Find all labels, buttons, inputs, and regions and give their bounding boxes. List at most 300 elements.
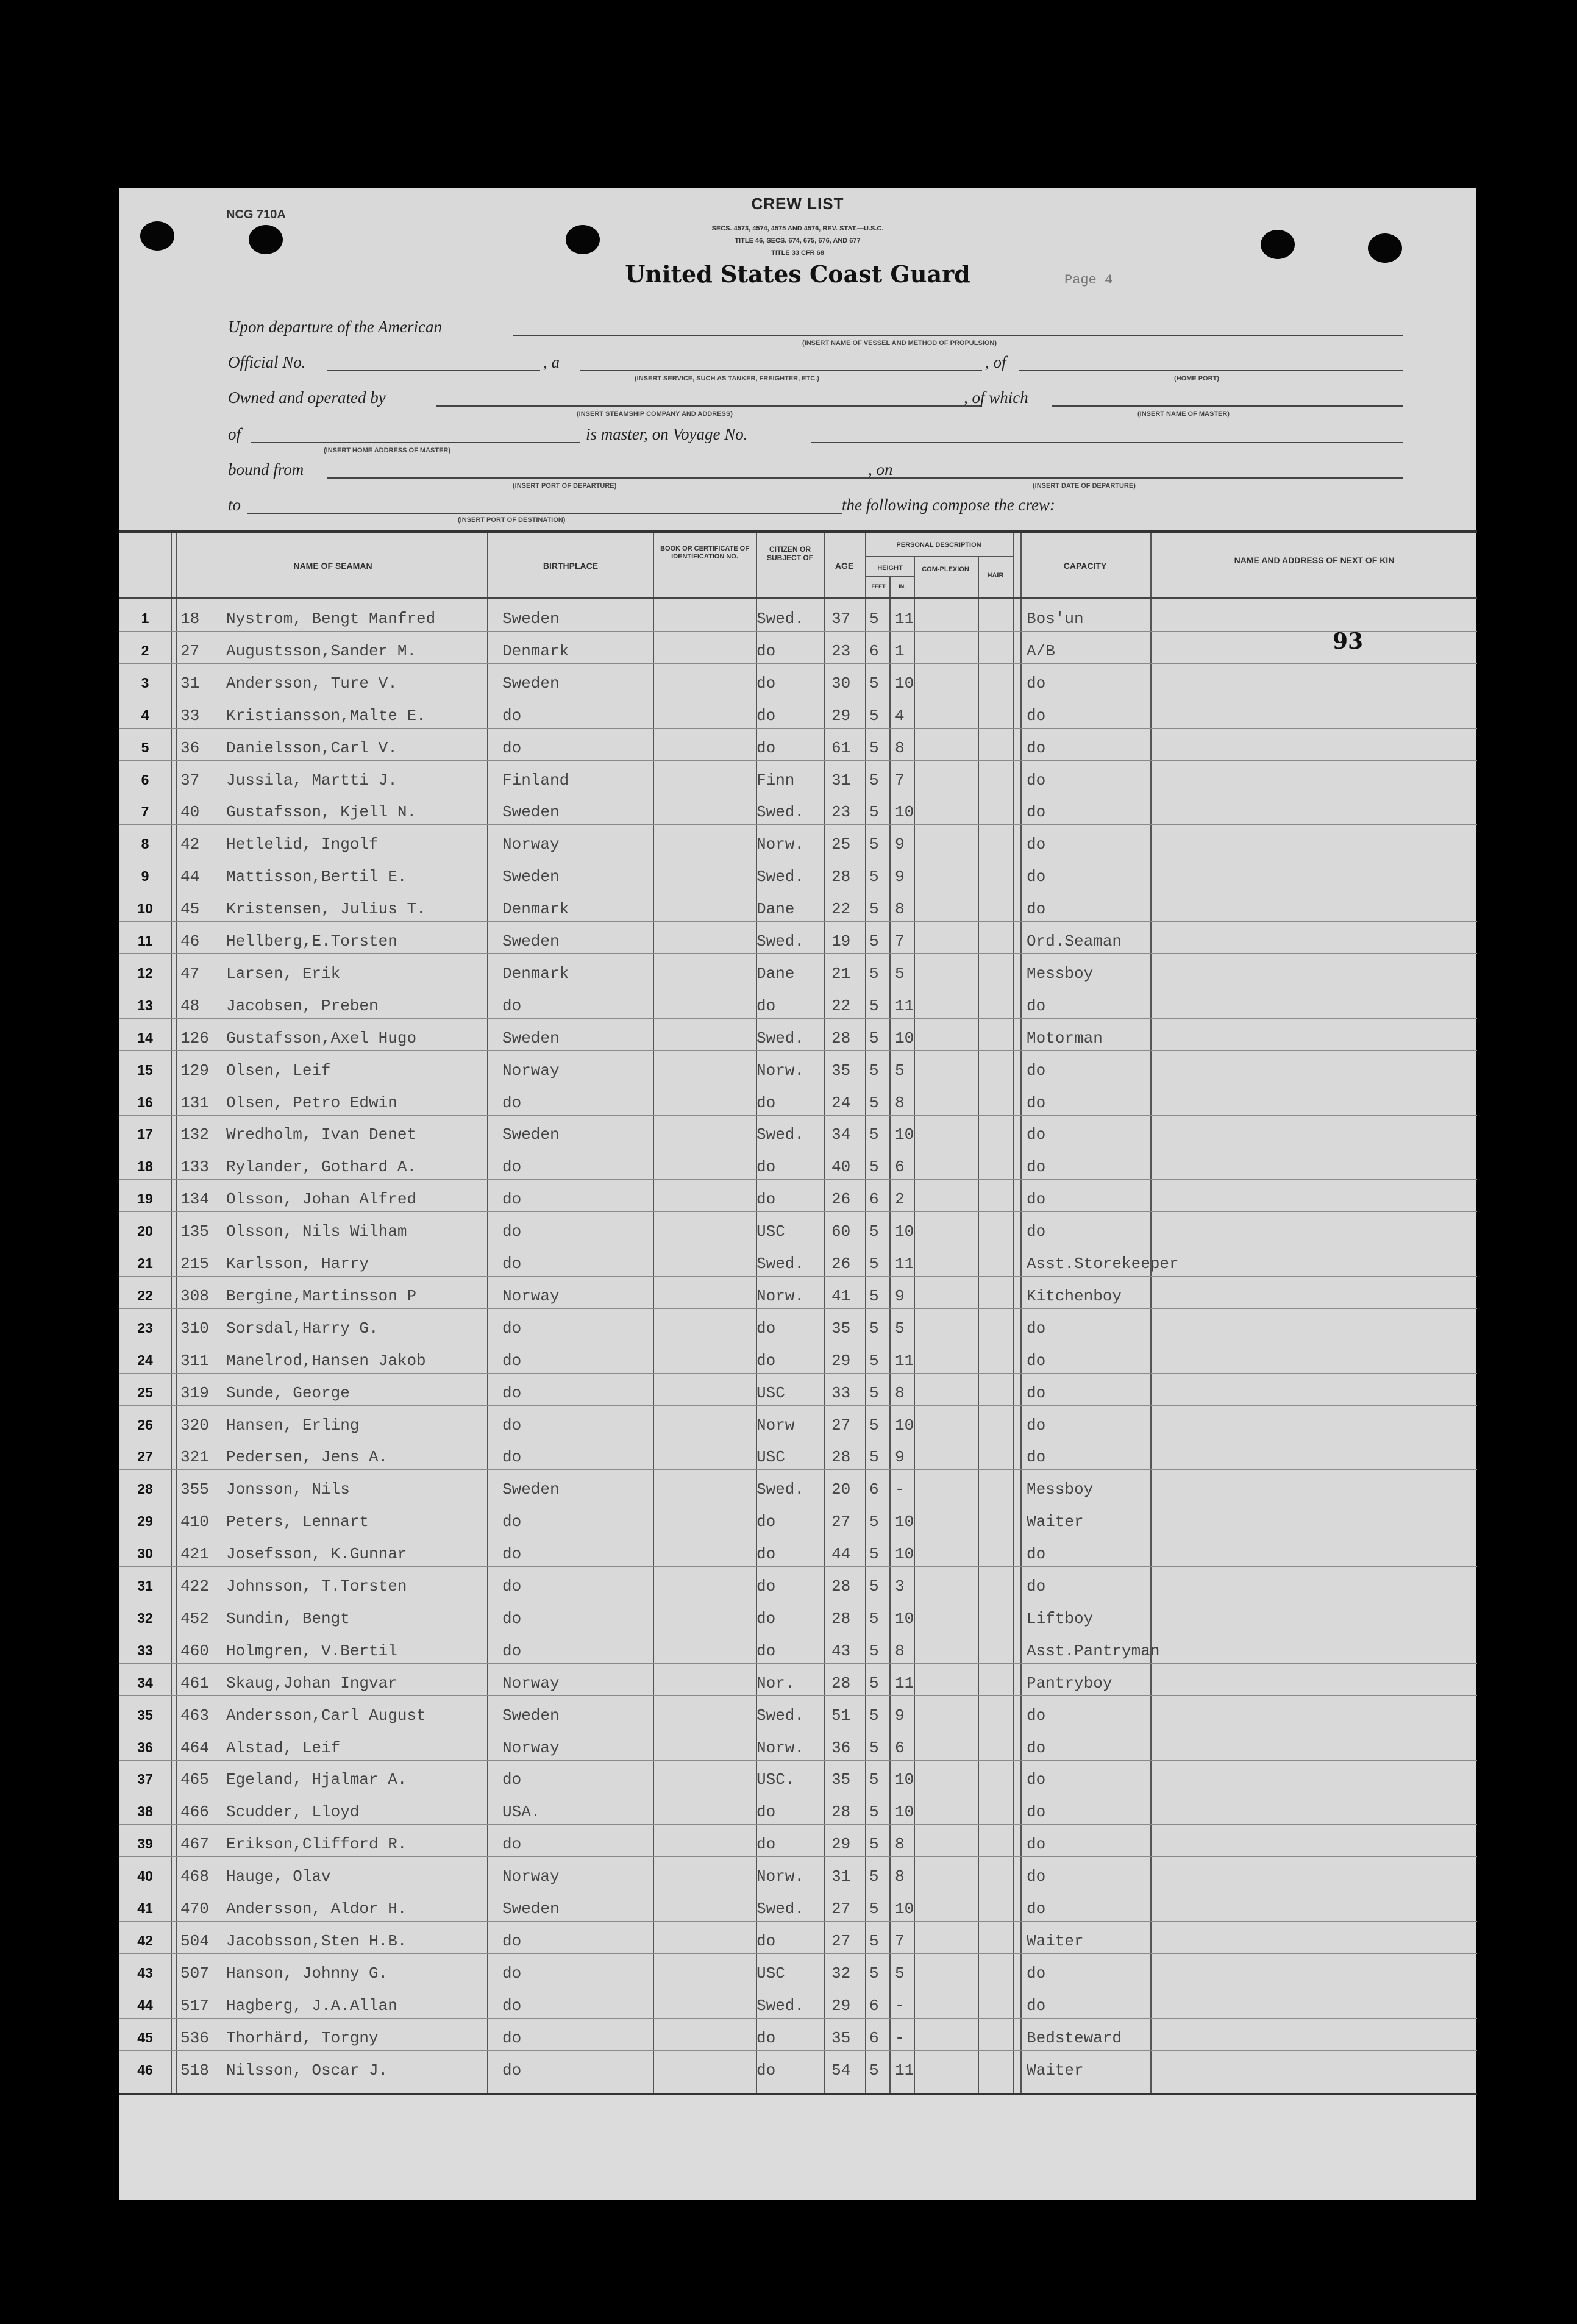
row-number: 2 bbox=[141, 642, 149, 658]
table-row bbox=[119, 1600, 1477, 1631]
cell-age: 36 bbox=[831, 1738, 851, 1757]
cell-age: 23 bbox=[831, 641, 851, 660]
cell-birth: do bbox=[502, 1383, 522, 1402]
departure-port-hint: (INSERT PORT OF DEPARTURE) bbox=[513, 482, 617, 490]
of-label: , of bbox=[985, 353, 1006, 371]
cell-birth: Norway bbox=[502, 1738, 560, 1757]
cell-name: Johnsson, T.Torsten bbox=[226, 1577, 407, 1595]
cell-ft: 5 bbox=[869, 1964, 879, 1983]
a-label: , a bbox=[543, 353, 560, 371]
cell-cap: Bedsteward bbox=[1027, 2028, 1122, 2047]
row-number: 43 bbox=[137, 1964, 153, 1981]
col-age-header: AGE bbox=[835, 561, 854, 571]
cell-in: 8 bbox=[895, 1093, 905, 1112]
cell-age: 27 bbox=[831, 1416, 851, 1435]
statute-reference: SECS. 4573, 4574, 4575 AND 4576, REV. STAT.—U.S.C. bbox=[711, 225, 884, 232]
table-row bbox=[119, 1858, 1477, 1889]
row-number: 40 bbox=[137, 1868, 153, 1884]
cell-in: 7 bbox=[895, 1931, 905, 1950]
table-row bbox=[119, 1213, 1477, 1244]
cell-birth: do bbox=[502, 2061, 522, 2080]
row-number: 8 bbox=[141, 836, 149, 852]
cell-birth: do bbox=[502, 1255, 522, 1273]
cell-age: 28 bbox=[831, 1673, 851, 1692]
cell-ft: 5 bbox=[869, 1609, 879, 1628]
cell-in: 9 bbox=[895, 835, 905, 854]
cell-id: 135 bbox=[180, 1222, 209, 1241]
col-citizen-header: CITIZEN OR SUBJECT OF bbox=[766, 545, 813, 562]
cell-birth: do bbox=[502, 1835, 522, 1854]
cell-cit: do bbox=[756, 1609, 776, 1628]
row-number: 15 bbox=[137, 1061, 153, 1078]
cell-cit: do bbox=[756, 996, 776, 1015]
cell-id: 308 bbox=[180, 1286, 209, 1305]
cell-name: Larsen, Erik bbox=[226, 964, 341, 983]
cell-name: Hauge, Olav bbox=[226, 1867, 331, 1886]
cell-name: Peters, Lennart bbox=[226, 1513, 369, 1531]
cell-ft: 5 bbox=[869, 1286, 879, 1305]
col-book-header: BOOK OR CERTIFICATE OF IDENTIFICATION NO. bbox=[660, 545, 749, 560]
cell-birth: do bbox=[502, 1931, 522, 1950]
cell-birth: Sweden bbox=[502, 1125, 560, 1144]
cell-name: Hansen, Erling bbox=[226, 1416, 360, 1435]
crew-table bbox=[119, 530, 1477, 2095]
table-row bbox=[119, 1535, 1477, 1567]
cell-cap: do bbox=[1027, 868, 1046, 886]
cell-cit: Swed. bbox=[756, 610, 805, 628]
cell-id: 46 bbox=[180, 932, 200, 950]
row-number: 39 bbox=[137, 1836, 153, 1852]
cell-ft: 5 bbox=[869, 964, 879, 983]
cell-ft: 5 bbox=[869, 1319, 879, 1338]
cell-in: 10 bbox=[895, 1125, 914, 1144]
cell-birth: Norway bbox=[502, 835, 560, 854]
cell-name: Karlsson, Harry bbox=[226, 1255, 369, 1273]
row-number: 6 bbox=[141, 771, 149, 788]
cell-id: 31 bbox=[180, 674, 200, 693]
cell-cap: do bbox=[1027, 996, 1046, 1015]
cell-cit: do bbox=[756, 738, 776, 757]
cell-age: 25 bbox=[831, 835, 851, 854]
cell-in: 8 bbox=[895, 1641, 905, 1660]
cell-id: 36 bbox=[180, 738, 200, 757]
cell-cap: do bbox=[1027, 1222, 1046, 1241]
row-number: 38 bbox=[137, 1803, 153, 1820]
cell-cit: Norw. bbox=[756, 1286, 805, 1305]
cell-id: 468 bbox=[180, 1867, 209, 1886]
cell-in: - bbox=[895, 2028, 905, 2047]
cell-in: 5 bbox=[895, 1061, 905, 1080]
cell-in: 10 bbox=[895, 1770, 914, 1789]
cell-age: 51 bbox=[831, 1706, 851, 1725]
cell-age: 31 bbox=[831, 1867, 851, 1886]
cell-name: Mattisson,Bertil E. bbox=[226, 868, 407, 886]
cell-name: Kristiansson,Malte E. bbox=[226, 706, 426, 725]
row-number: 10 bbox=[137, 900, 153, 917]
cell-cit: do bbox=[756, 706, 776, 725]
cell-cit: do bbox=[756, 2028, 776, 2047]
row-number: 20 bbox=[137, 1223, 153, 1239]
row-number: 18 bbox=[137, 1158, 153, 1175]
cell-name: Gustafsson, Kjell N. bbox=[226, 803, 417, 822]
cell-cap: Bos'un bbox=[1027, 610, 1084, 628]
cell-cit: Swed. bbox=[756, 1996, 805, 2015]
cell-cit: do bbox=[756, 1545, 776, 1564]
cell-cit: do bbox=[756, 1803, 776, 1822]
cell-id: 470 bbox=[180, 1900, 209, 1918]
cell-birth: Sweden bbox=[502, 1706, 560, 1725]
cell-age: 34 bbox=[831, 1125, 851, 1144]
cell-id: 133 bbox=[180, 1158, 209, 1177]
cell-name: Augustsson,Sander M. bbox=[226, 641, 417, 660]
cell-in: 11 bbox=[895, 1351, 914, 1370]
cell-cap: Asst.Storekeeper bbox=[1027, 1255, 1179, 1273]
cell-name: Nystrom, Bengt Manfred bbox=[226, 610, 436, 628]
cell-in: 8 bbox=[895, 738, 905, 757]
cell-id: 42 bbox=[180, 835, 200, 854]
cell-age: 35 bbox=[831, 1319, 851, 1338]
cell-cit: Dane bbox=[756, 900, 795, 919]
row-number: 28 bbox=[137, 1481, 153, 1497]
cell-age: 44 bbox=[831, 1545, 851, 1564]
table-row bbox=[119, 1084, 1477, 1116]
cell-cap: Pantryboy bbox=[1027, 1673, 1112, 1692]
cell-id: 410 bbox=[180, 1513, 209, 1531]
cell-age: 22 bbox=[831, 996, 851, 1015]
departure-date-hint: (INSERT DATE OF DEPARTURE) bbox=[1033, 482, 1136, 490]
cell-name: Olsen, Leif bbox=[226, 1061, 331, 1080]
cell-cit: Norw. bbox=[756, 1061, 805, 1080]
row-number: 41 bbox=[137, 1900, 153, 1916]
cell-name: Hanson, Johnny G. bbox=[226, 1964, 388, 1983]
cell-ft: 5 bbox=[869, 610, 879, 628]
cell-in: 10 bbox=[895, 1545, 914, 1564]
departure-label: Upon departure of the American bbox=[228, 318, 442, 336]
cell-age: 33 bbox=[831, 1383, 851, 1402]
cell-name: Andersson, Aldor H. bbox=[226, 1900, 407, 1918]
table-row bbox=[119, 825, 1477, 857]
cell-cit: Swed. bbox=[756, 932, 805, 950]
row-number: 12 bbox=[137, 964, 153, 981]
cell-age: 27 bbox=[831, 1513, 851, 1531]
master-address-hint: (INSERT HOME ADDRESS OF MASTER) bbox=[324, 447, 450, 454]
cell-cap: Liftboy bbox=[1027, 1609, 1094, 1628]
cell-cap: do bbox=[1027, 1158, 1046, 1177]
cell-name: Olsson, Nils Wilham bbox=[226, 1222, 407, 1241]
cell-cap: do bbox=[1027, 1867, 1046, 1886]
table-row bbox=[119, 1632, 1477, 1664]
cell-age: 40 bbox=[831, 1158, 851, 1177]
service-hint: (INSERT SERVICE, SUCH AS TANKER, FREIGHTER, ETC.) bbox=[635, 375, 819, 382]
table-row bbox=[119, 1245, 1477, 1277]
cell-birth: do bbox=[502, 1770, 522, 1789]
cell-id: 40 bbox=[180, 803, 200, 822]
destination-hint: (INSERT PORT OF DESTINATION) bbox=[458, 516, 566, 524]
cell-age: 24 bbox=[831, 1093, 851, 1112]
cell-birth: Denmark bbox=[502, 964, 569, 983]
cell-cap: do bbox=[1027, 1996, 1046, 2015]
cell-id: 507 bbox=[180, 1964, 209, 1983]
cell-birth: do bbox=[502, 1545, 522, 1564]
cell-id: 536 bbox=[180, 2028, 209, 2047]
cell-name: Nilsson, Oscar J. bbox=[226, 2061, 388, 2080]
table-row bbox=[119, 890, 1477, 922]
cell-name: Jacobsen, Preben bbox=[226, 996, 379, 1015]
table-row bbox=[119, 1374, 1477, 1406]
cell-birth: do bbox=[502, 1158, 522, 1177]
cell-age: 60 bbox=[831, 1222, 851, 1241]
cell-age: 27 bbox=[831, 1931, 851, 1950]
cell-birth: Finland bbox=[502, 771, 569, 790]
cell-ft: 5 bbox=[869, 2061, 879, 2080]
cell-cap: Waiter bbox=[1027, 2061, 1084, 2080]
master-hint: (INSERT NAME OF MASTER) bbox=[1137, 410, 1230, 418]
cell-id: 18 bbox=[180, 610, 200, 628]
row-number: 44 bbox=[137, 1997, 153, 2013]
cell-name: Gustafsson,Axel Hugo bbox=[226, 1028, 417, 1047]
row-number: 24 bbox=[137, 1352, 153, 1368]
cell-age: 29 bbox=[831, 706, 851, 725]
table-row bbox=[119, 1438, 1477, 1470]
table-row bbox=[119, 729, 1477, 761]
row-number: 33 bbox=[137, 1642, 153, 1658]
cell-in: 9 bbox=[895, 1448, 905, 1467]
cell-birth: Sweden bbox=[502, 674, 560, 693]
cell-age: 26 bbox=[831, 1190, 851, 1209]
cell-name: Sunde, George bbox=[226, 1383, 350, 1402]
table-row bbox=[119, 1955, 1477, 1986]
table-row bbox=[119, 1406, 1477, 1438]
departure-date-field bbox=[906, 477, 1403, 479]
cell-birth: do bbox=[502, 1577, 522, 1595]
cell-in: 10 bbox=[895, 1803, 914, 1822]
row-number: 5 bbox=[141, 739, 149, 755]
cell-cit: USC bbox=[756, 1222, 785, 1241]
cell-cit: do bbox=[756, 1835, 776, 1854]
cell-cap: do bbox=[1027, 1319, 1046, 1338]
cell-ft: 5 bbox=[869, 996, 879, 1015]
cell-in: 10 bbox=[895, 1416, 914, 1435]
table-row bbox=[119, 1116, 1477, 1147]
cell-ft: 5 bbox=[869, 738, 879, 757]
table-row bbox=[119, 2051, 1477, 2083]
cell-cap: Waiter bbox=[1027, 1513, 1084, 1531]
cell-name: Hagberg, J.A.Allan bbox=[226, 1996, 397, 2015]
cell-birth: Denmark bbox=[502, 641, 569, 660]
cell-ft: 5 bbox=[869, 868, 879, 886]
cell-age: 26 bbox=[831, 1255, 851, 1273]
cell-ft: 5 bbox=[869, 1706, 879, 1725]
cell-cap: Messboy bbox=[1027, 964, 1094, 983]
cell-id: 319 bbox=[180, 1383, 209, 1402]
row-number: 34 bbox=[137, 1674, 153, 1691]
cell-birth: Sweden bbox=[502, 868, 560, 886]
row-number: 19 bbox=[137, 1191, 153, 1207]
cell-id: 463 bbox=[180, 1706, 209, 1725]
col-personal-header: PERSONAL DESCRIPTION bbox=[896, 541, 981, 549]
cell-birth: do bbox=[502, 1222, 522, 1241]
cell-ft: 5 bbox=[869, 1545, 879, 1564]
cell-in: 11 bbox=[895, 1673, 914, 1692]
row-number: 13 bbox=[137, 997, 153, 1013]
cell-birth: Sweden bbox=[502, 803, 560, 822]
cell-id: 129 bbox=[180, 1061, 209, 1080]
cell-birth: do bbox=[502, 1609, 522, 1628]
cell-birth: do bbox=[502, 1093, 522, 1112]
table-row bbox=[119, 1052, 1477, 1083]
cell-id: 355 bbox=[180, 1480, 209, 1499]
cell-age: 28 bbox=[831, 1028, 851, 1047]
cell-name: Danielsson,Carl V. bbox=[226, 738, 397, 757]
form-number: NCG 710A bbox=[226, 208, 286, 221]
cell-name: Hellberg,E.Torsten bbox=[226, 932, 397, 950]
form-title: CREW LIST bbox=[751, 194, 844, 213]
cell-cap: Waiter bbox=[1027, 1931, 1084, 1950]
kin-note: 93 bbox=[1333, 629, 1364, 654]
cell-in: 8 bbox=[895, 900, 905, 919]
cell-ft: 5 bbox=[869, 1093, 879, 1112]
row-number: 45 bbox=[137, 2029, 153, 2045]
vessel-hint: (INSERT NAME OF VESSEL AND METHOD OF PROPULSION) bbox=[802, 340, 997, 347]
statute-reference: TITLE 33 CFR 68 bbox=[771, 249, 824, 257]
cell-name: Jussila, Martti J. bbox=[226, 771, 397, 790]
col-name-header: NAME OF SEAMAN bbox=[293, 561, 372, 571]
cell-name: Josefsson, K.Gunnar bbox=[226, 1545, 407, 1564]
row-number: 14 bbox=[137, 1029, 153, 1046]
cell-birth: Denmark bbox=[502, 900, 569, 919]
is-master-label: is master, on Voyage No. bbox=[586, 425, 748, 443]
cell-id: 126 bbox=[180, 1028, 209, 1047]
cell-cap: do bbox=[1027, 706, 1046, 725]
voyage-field bbox=[811, 442, 1403, 443]
row-number: 27 bbox=[137, 1449, 153, 1465]
cell-cit: Swed. bbox=[756, 1706, 805, 1725]
cell-in: 11 bbox=[895, 1255, 914, 1273]
cell-cap: do bbox=[1027, 674, 1046, 693]
cell-cap: Kitchenboy bbox=[1027, 1286, 1122, 1305]
table-row bbox=[119, 1890, 1477, 1922]
table-row bbox=[119, 1342, 1477, 1374]
cell-in: 8 bbox=[895, 1383, 905, 1402]
cell-cap: do bbox=[1027, 1061, 1046, 1080]
cell-cap: do bbox=[1027, 738, 1046, 757]
master-address-field bbox=[251, 442, 580, 443]
cell-cit: do bbox=[756, 1319, 776, 1338]
cell-cap: do bbox=[1027, 1125, 1046, 1144]
cell-age: 32 bbox=[831, 1964, 851, 1983]
cell-age: 28 bbox=[831, 1803, 851, 1822]
col-feet-header: FEET bbox=[871, 583, 886, 590]
cell-cap: do bbox=[1027, 1577, 1046, 1595]
row-number: 30 bbox=[137, 1545, 153, 1562]
table-row bbox=[119, 2019, 1477, 2051]
table-row bbox=[119, 1825, 1477, 1857]
cell-birth: do bbox=[502, 1190, 522, 1209]
cell-cit: Swed. bbox=[756, 803, 805, 822]
table-row bbox=[119, 1729, 1477, 1761]
cell-in: 9 bbox=[895, 1706, 905, 1725]
cell-ft: 5 bbox=[869, 706, 879, 725]
cell-birth: Sweden bbox=[502, 1480, 560, 1499]
cell-age: 29 bbox=[831, 1351, 851, 1370]
cell-id: 422 bbox=[180, 1577, 209, 1595]
cell-cap: do bbox=[1027, 1190, 1046, 1209]
cell-cit: Norw. bbox=[756, 1738, 805, 1757]
cell-age: 61 bbox=[831, 738, 851, 757]
cell-cap: do bbox=[1027, 900, 1046, 919]
cell-ft: 5 bbox=[869, 1867, 879, 1886]
cell-cap: do bbox=[1027, 1093, 1046, 1112]
cell-name: Olsen, Petro Edwin bbox=[226, 1093, 397, 1112]
cell-name: Alstad, Leif bbox=[226, 1738, 341, 1757]
cell-cap: Messboy bbox=[1027, 1480, 1094, 1499]
cell-id: 33 bbox=[180, 706, 200, 725]
cell-birth: Norway bbox=[502, 1673, 560, 1692]
cell-age: 54 bbox=[831, 2061, 851, 2080]
of-label: of bbox=[228, 425, 241, 443]
row-number: 21 bbox=[137, 1255, 153, 1271]
cell-cit: do bbox=[756, 641, 776, 660]
cell-cit: Swed. bbox=[756, 1028, 805, 1047]
cell-id: 460 bbox=[180, 1641, 209, 1660]
cell-cit: Swed. bbox=[756, 1900, 805, 1918]
crew-list-form bbox=[119, 188, 1476, 2200]
to-label: to bbox=[228, 496, 241, 514]
cell-in: 10 bbox=[895, 674, 914, 693]
table-row bbox=[119, 600, 1477, 632]
cell-id: 461 bbox=[180, 1673, 209, 1692]
col-inches-header: IN. bbox=[899, 583, 906, 590]
on-label: , on bbox=[868, 460, 893, 479]
cell-cit: Nor. bbox=[756, 1673, 795, 1692]
cell-id: 132 bbox=[180, 1125, 209, 1144]
cell-id: 134 bbox=[180, 1190, 209, 1209]
cell-age: 28 bbox=[831, 1448, 851, 1467]
cell-age: 30 bbox=[831, 674, 851, 693]
cell-id: 421 bbox=[180, 1545, 209, 1564]
official-no-label: Official No. bbox=[228, 353, 306, 371]
cell-cap: do bbox=[1027, 1351, 1046, 1370]
row-number: 16 bbox=[137, 1094, 153, 1110]
cell-in: 9 bbox=[895, 868, 905, 886]
cell-in: 7 bbox=[895, 932, 905, 950]
cell-cit: do bbox=[756, 1158, 776, 1177]
cell-id: 452 bbox=[180, 1609, 209, 1628]
cell-ft: 5 bbox=[869, 1061, 879, 1080]
cell-id: 311 bbox=[180, 1351, 209, 1370]
cell-ft: 5 bbox=[869, 1416, 879, 1435]
table-row bbox=[119, 1310, 1477, 1341]
row-number: 1 bbox=[141, 610, 149, 626]
cell-cit: Norw bbox=[756, 1416, 795, 1435]
cell-cap: do bbox=[1027, 1448, 1046, 1467]
cell-id: 320 bbox=[180, 1416, 209, 1435]
row-number: 23 bbox=[137, 1319, 153, 1336]
cell-in: 5 bbox=[895, 1964, 905, 1983]
organization-title: United States Coast Guard bbox=[625, 260, 970, 288]
cell-name: Skaug,Johan Ingvar bbox=[226, 1673, 397, 1692]
cell-birth: Norway bbox=[502, 1286, 560, 1305]
row-number: 37 bbox=[137, 1771, 153, 1788]
cell-name: Olsson, Johan Alfred bbox=[226, 1190, 417, 1209]
cell-cit: do bbox=[756, 1190, 776, 1209]
col-complexion-header: COM-PLEXION bbox=[922, 566, 969, 573]
cell-cap: do bbox=[1027, 1545, 1046, 1564]
cell-ft: 5 bbox=[869, 1158, 879, 1177]
table-row bbox=[119, 1180, 1477, 1212]
cell-age: 41 bbox=[831, 1286, 851, 1305]
cell-ft: 5 bbox=[869, 1448, 879, 1467]
